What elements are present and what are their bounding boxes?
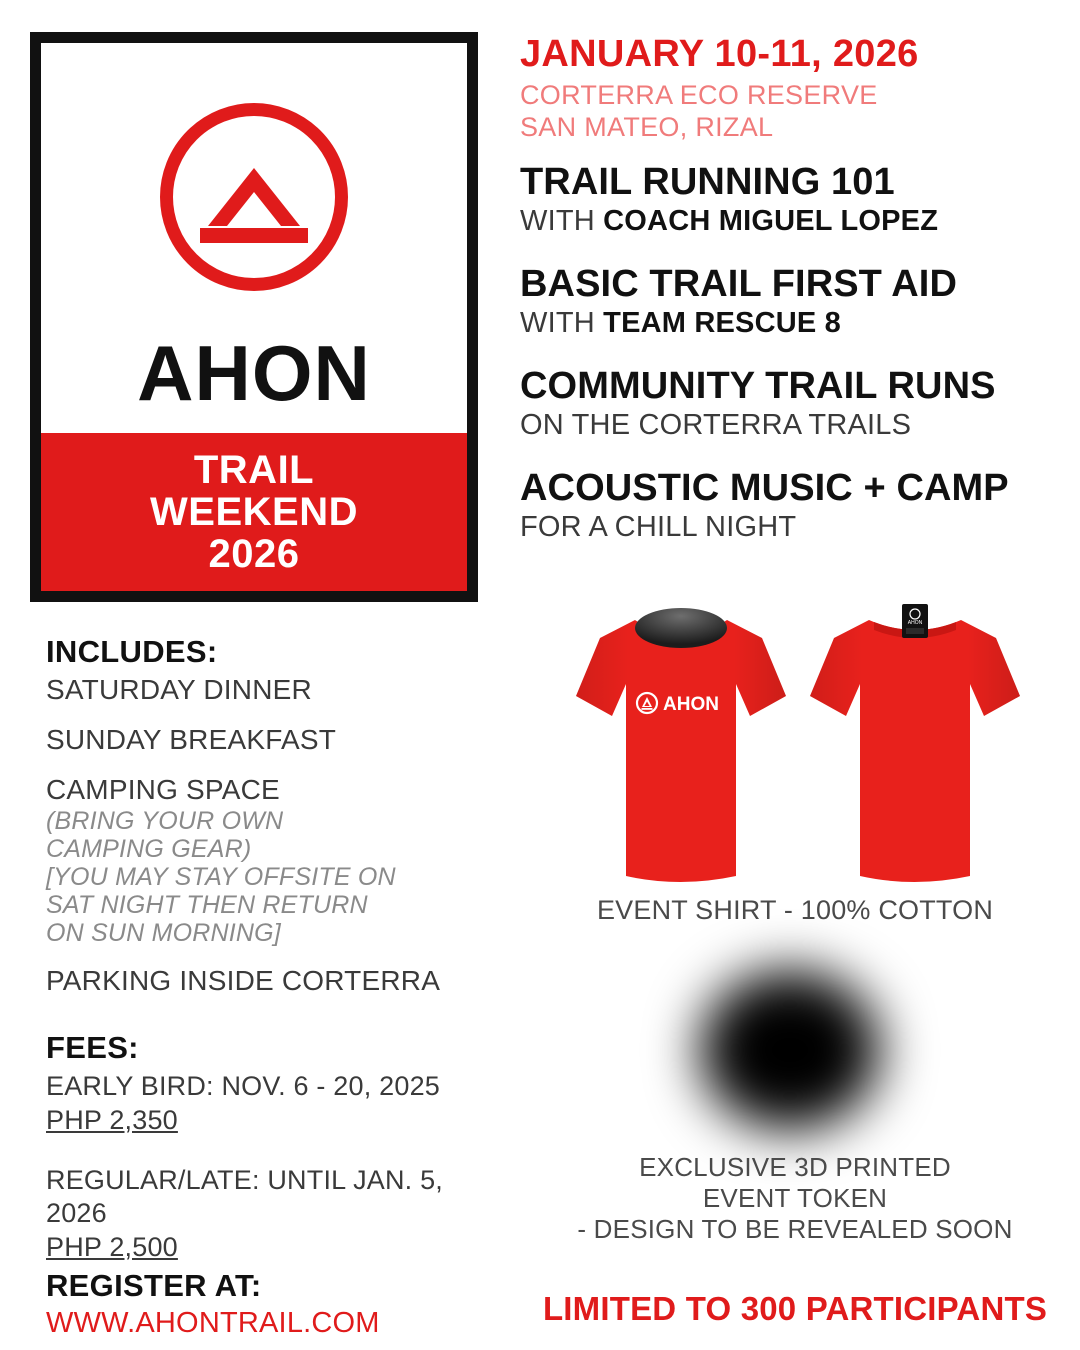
- camping-note-line: SAT NIGHT THEN RETURN: [46, 890, 368, 919]
- program-item-4: [520, 469, 1080, 544]
- token-caption-line-2: EVENT TOKEN: [702, 1183, 888, 1214]
- program-subtitle: [520, 307, 1080, 340]
- svg-text:AHON: AHON: [907, 620, 923, 626]
- event-date: JANUARY 10-11, 2026: [520, 33, 919, 75]
- camping-note-line: (BRING YOUR OWN: [46, 806, 284, 835]
- svg-text:AHON: AHON: [663, 694, 719, 715]
- program-sub-strong: COACH MIGUEL LOPEZ: [603, 204, 939, 237]
- program-title: COMMUNITY TRAIL RUNS: [520, 365, 996, 407]
- includes-item: SUNDAY BREAKFAST: [46, 724, 337, 756]
- fees-section: [46, 1030, 506, 1265]
- banner-line-3: 2026: [208, 532, 300, 576]
- program-item-1: [520, 163, 1080, 238]
- register-url[interactable]: WWW.AHONTRAIL.COM: [46, 1307, 380, 1339]
- logo-block: [30, 32, 478, 602]
- program-subtitle: ON THE CORTERRA TRAILS: [520, 408, 912, 441]
- event-token-blurred-preview: [700, 970, 880, 1130]
- includes-item: SATURDAY DINNER: [46, 674, 312, 705]
- program-subtitle: FOR A CHILL NIGHT: [520, 510, 797, 543]
- shirt-mockup: [540, 580, 1060, 900]
- includes-item: PARKING INSIDE CORTERRA: [46, 964, 441, 996]
- event-venue: [520, 80, 878, 144]
- participant-limit-notice: LIMITED TO 300 PARTICIPANTS: [542, 1290, 1048, 1327]
- register-section: [46, 1268, 380, 1340]
- program-sub-strong: TEAM RESCUE 8: [603, 306, 842, 339]
- camping-note-line: CAMPING GEAR): [46, 834, 252, 863]
- banner-line-1: TRAIL: [193, 448, 315, 492]
- program-item-3: [520, 367, 1080, 442]
- camping-note-line: [YOU MAY STAY OFFSITE ON: [46, 862, 396, 891]
- includes-item: CAMPING SPACE: [46, 774, 280, 806]
- logo-banner: [41, 433, 467, 591]
- early-bird-label: EARLY BIRD: NOV. 6 - 20, 2025: [46, 1071, 441, 1101]
- banner-line-2: WEEKEND: [150, 490, 358, 534]
- program-sub-prefix: WITH: [520, 204, 604, 237]
- program-item-2: [520, 265, 1080, 340]
- left-column: [0, 0, 500, 1350]
- includes-heading: INCLUDES:: [46, 634, 218, 669]
- venue-line-1: CORTERRA ECO RESERVE: [520, 80, 878, 110]
- program-sub-prefix: WITH: [520, 306, 604, 339]
- fees-heading: FEES:: [46, 1030, 139, 1065]
- early-bird-amount: PHP 2,350: [46, 1104, 178, 1135]
- program-title: ACOUSTIC MUSIC + CAMP: [520, 467, 1009, 509]
- regular-fee-amount: PHP 2,500: [46, 1232, 178, 1262]
- token-caption-line-3: - DESIGN TO BE REVEALED SOON: [577, 1214, 1013, 1245]
- token-caption: [510, 1152, 1080, 1246]
- right-column: [510, 0, 1080, 1350]
- register-heading: REGISTER AT:: [46, 1268, 262, 1303]
- program-subtitle: [520, 205, 1080, 238]
- token-caption-line-1: EXCLUSIVE 3D PRINTED: [639, 1152, 951, 1182]
- program-title: BASIC TRAIL FIRST AID: [520, 263, 957, 305]
- shirt-illustration: [540, 580, 1060, 900]
- venue-line-2: SAN MATEO, RIZAL: [520, 111, 774, 142]
- shirt-caption: EVENT SHIRT - 100% COTTON: [596, 895, 994, 925]
- regular-fee-label: REGULAR/LATE: UNTIL JAN. 5, 2026: [46, 1164, 443, 1229]
- includes-section: [46, 634, 476, 997]
- camping-note-line: ON SUN MORNING]: [46, 918, 281, 947]
- program-title: TRAIL RUNNING 101: [520, 161, 895, 203]
- logo-wordmark: AHON: [137, 329, 371, 417]
- ahon-logo-icon: [41, 103, 467, 291]
